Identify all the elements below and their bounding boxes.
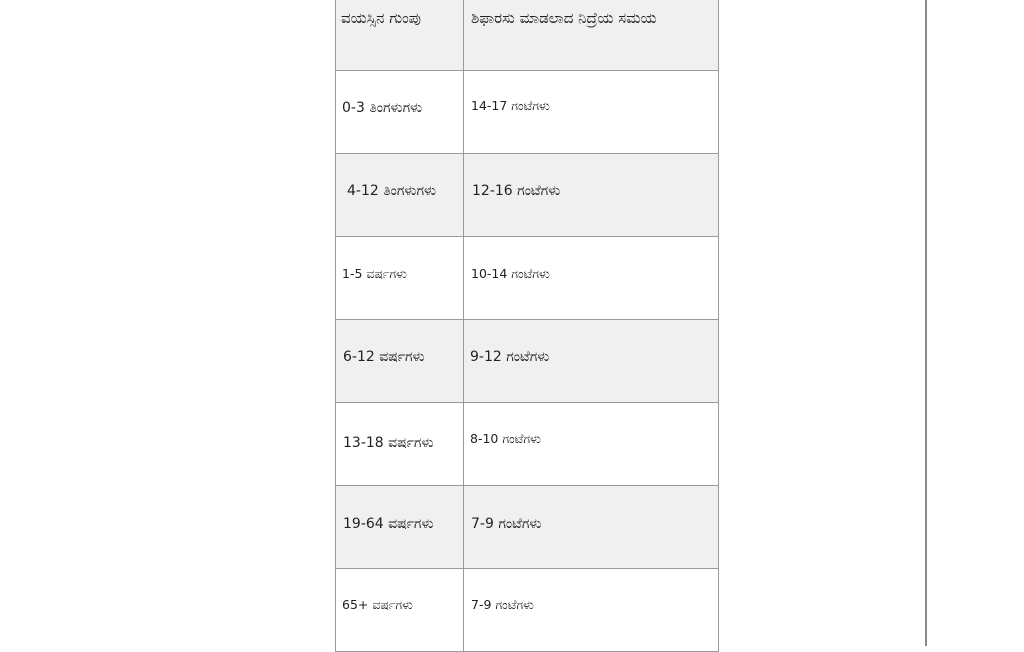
sleep-hours: 9-12 ಗಂಟೆಗಳು — [470, 349, 550, 365]
sleep-hours: 8-10 ಗಂಟೆಗಳು — [470, 431, 541, 446]
header-cell-recommended-sleep — [464, 0, 719, 71]
sleep-cell — [464, 71, 719, 154]
table-row — [336, 320, 719, 403]
age-cell — [336, 237, 464, 320]
sleep-hours: 7-9 ಗಂಟೆಗಳು — [471, 516, 542, 532]
age-cell — [336, 486, 464, 569]
header-cell-age-group — [336, 0, 464, 71]
header-recommended-sleep-label: ಶಿಫಾರಸು ಮಾಡಲಾದ ನಿದ್ರೆಯ ಸಮಯ — [471, 9, 657, 27]
table-row — [336, 154, 719, 237]
sleep-hours: 10-14 ಗಂಟೆಗಳು — [471, 266, 550, 281]
age-cell — [336, 71, 464, 154]
sleep-hours: 14-17 ಗಂಟೆಗಳು — [471, 98, 550, 113]
sleep-hours: 7-9 ಗಂಟೆಗಳು — [471, 597, 534, 612]
table-header-row — [336, 0, 719, 71]
age-range: 6-12 ವರ್ಷಗಳು — [343, 349, 425, 365]
sleep-hours: 12-16 ಗಂಟೆಗಳು — [472, 183, 561, 199]
sleep-recommendation-table — [335, 0, 719, 652]
age-range: 19-64 ವರ್ಷಗಳು — [343, 516, 434, 532]
age-range: 1-5 ವರ್ಷಗಳು — [342, 266, 407, 281]
age-range: 4-12 ತಿಂಗಳುಗಳು — [347, 183, 437, 199]
age-range: 65+ ವರ್ಷಗಳು — [342, 597, 413, 612]
sleep-cell — [464, 569, 719, 652]
sleep-cell — [464, 403, 719, 486]
table-row — [336, 486, 719, 569]
age-cell — [336, 154, 464, 237]
age-range: 13-18 ವರ್ಷಗಳು — [343, 435, 434, 451]
sleep-cell — [464, 320, 719, 403]
sleep-cell — [464, 486, 719, 569]
page-edge-divider — [925, 0, 927, 646]
age-cell — [336, 403, 464, 486]
age-cell — [336, 569, 464, 652]
sleep-cell — [464, 237, 719, 320]
age-cell — [336, 320, 464, 403]
header-age-group-label: ವಯಸ್ಸಿನ ಗುಂಪು — [341, 9, 421, 27]
age-range: 0-3 ತಿಂಗಳುಗಳು — [342, 100, 423, 116]
table-row — [336, 237, 719, 320]
sleep-cell — [464, 154, 719, 237]
table-row — [336, 71, 719, 154]
table-row — [336, 569, 719, 652]
table-row — [336, 403, 719, 486]
